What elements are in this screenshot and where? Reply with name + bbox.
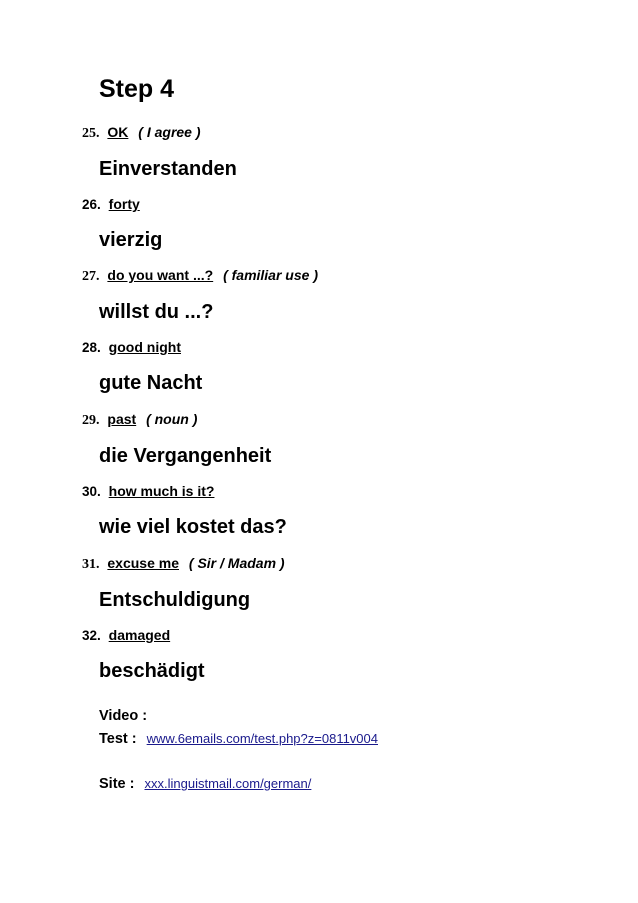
usage-note: ( noun ): [146, 411, 198, 427]
german-translation: willst du ...?: [99, 301, 214, 323]
question-line: [82, 625, 602, 646]
question-line: [82, 409, 602, 431]
vocab-item-27: [82, 265, 602, 325]
item-number: 32.: [82, 628, 101, 643]
question-line: [82, 265, 602, 287]
item-number: 30.: [82, 484, 101, 499]
site-label: Site :: [99, 776, 135, 792]
question-line: [82, 194, 602, 215]
usage-note: ( familiar use ): [223, 267, 318, 283]
german-translation: gute Nacht: [99, 372, 203, 394]
item-number: 28.: [82, 340, 101, 355]
page-title: Step 4: [99, 75, 175, 103]
item-number: 29.: [82, 413, 100, 428]
usage-note: ( I agree ): [138, 124, 201, 140]
item-number: 26.: [82, 197, 101, 212]
vocab-item-26: [82, 194, 602, 253]
english-term: damaged: [108, 627, 171, 643]
vocab-item-32: [82, 625, 602, 684]
german-translation: beschädigt: [99, 660, 205, 682]
vocab-item-30: [82, 481, 602, 540]
test-label: Test :: [99, 731, 137, 747]
english-term: good night: [108, 339, 181, 355]
site-line: [99, 774, 311, 794]
test-link[interactable]: www.6emails.com/test.php?z=0811v004: [146, 731, 378, 746]
german-translation: Einverstanden: [99, 158, 237, 180]
item-number: 31.: [82, 557, 100, 572]
english-term: past: [107, 411, 137, 427]
vocab-item-25: [82, 122, 602, 182]
question-line: [82, 553, 602, 575]
item-number: 25.: [82, 126, 100, 141]
question-line: [82, 481, 602, 502]
german-translation: Entschuldigung: [99, 589, 251, 611]
german-translation: die Vergangenheit: [99, 445, 272, 467]
english-term: do you want ...?: [107, 267, 214, 283]
english-term: excuse me: [107, 555, 179, 571]
item-number: 27.: [82, 269, 100, 284]
english-term: forty: [108, 196, 140, 212]
english-term: how much is it?: [108, 483, 215, 499]
german-translation: wie viel kostet das?: [99, 516, 287, 538]
video-label: Video :: [99, 708, 148, 724]
german-translation: vierzig: [99, 229, 163, 251]
vocab-item-28: [82, 337, 602, 396]
vocab-item-31: [82, 553, 602, 613]
site-link[interactable]: xxx.linguistmail.com/german/: [144, 776, 312, 791]
english-term: OK: [107, 124, 129, 140]
usage-note: ( Sir / Madam ): [188, 555, 285, 571]
test-line: [99, 729, 378, 749]
vocab-item-29: [82, 409, 602, 469]
question-line: [82, 122, 602, 144]
question-line: [82, 337, 602, 358]
